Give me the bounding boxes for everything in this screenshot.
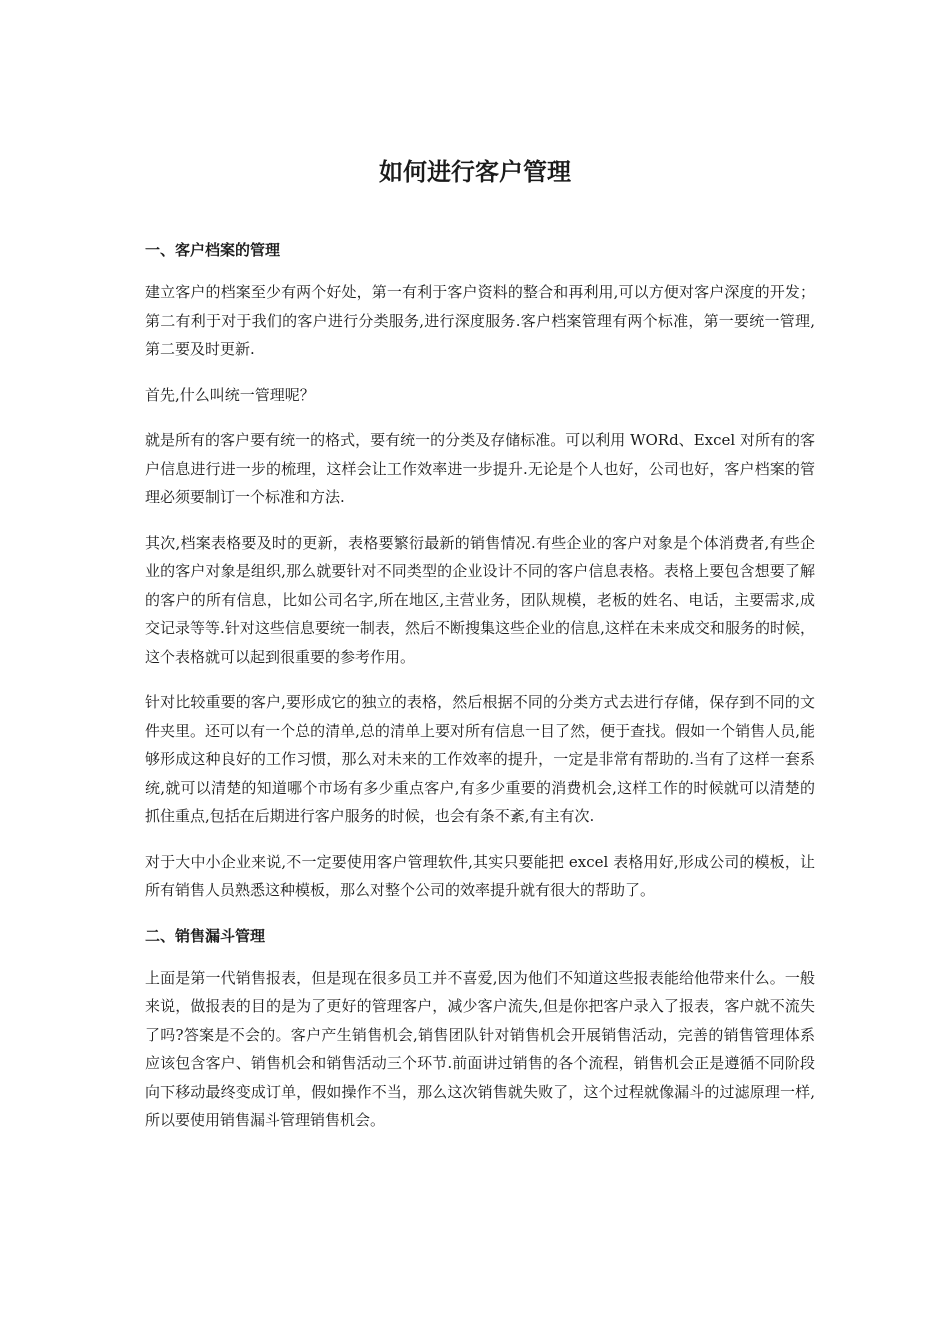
paragraph: 首先,什么叫统一管理呢？: [145, 385, 315, 404]
paragraph: 就是所有的客户要有统一的格式，要有统一的分类及存储标准。可以利用 WORd、Excel 对所有的客户信息进行进一步的梳理，这样会让工作效率进一步提升.无论是个人也好，公司也好，客户档案的管理必须要制订一个标准和方法.: [145, 431, 815, 506]
paragraph: 其次,档案表格要及时的更新，表格要繁衍最新的销售情况.有些企业的客户对象是个体消费者,有些企业的客户对象是组织,那么就要针对不同类型的企业设计不同的客户信息表格。表格上要包含想要了解的客户的所有信息，比如公司名字,所在地区,主营业务，团队规模，老板的姓名、电话，主要需求,成交记录等等.针对这些信息要统一制表，然后不断搜集这些企业的信息,这样在未来成交和服务的时候，这个表格就可以起到很重要的参考作用。: [145, 533, 815, 666]
paragraph: 上面是第一代销售报表，但是现在很多员工并不喜爱,因为他们不知道这些报表能给他带来什么。一般来说，做报表的目的是为了更好的管理客户，减少客户流失,但是你把客户录入了报表，客户就不流失了吗?答案是不会的。客户产生销售机会,销售团队针对销售机会开展销售活动，完善的销售管理体系应该包含客户、销售机会和销售活动三个环节.前面讲过销售的各个流程，销售机会正是遵循不同阶段向下移动最终变成订单，假如操作不当，那么这次销售就失败了，这个过程就像漏斗的过滤原理一样,所以要使用销售漏斗管理销售机会。: [145, 968, 815, 1129]
paragraph: 针对比较重要的客户,要形成它的独立的表格，然后根据不同的分类方式去进行存储，保存到不同的文件夹里。还可以有一个总的清单,总的清单上要对所有信息一目了然，便于查找。假如一个销售人员,能够形成这种良好的工作习惯，那么对未来的工作效率的提升，一定是非常有帮助的.当有了这样一套系统,就可以清楚的知道哪个市场有多少重点客户,有多少重要的消费机会,这样工作的时候就可以清楚的抓住重点,包括在后期进行客户服务的时候，也会有条不紊,有主有次.: [145, 693, 815, 825]
section-heading-sales-funnel: 二、销售漏斗管理: [145, 926, 266, 945]
paragraph: 对于大中小企业来说,不一定要使用客户管理软件,其实只要能把 excel 表格用好,形成公司的模板，让所有销售人员熟悉这种模板，那么对整个公司的效率提升就有很大的帮助了。: [145, 852, 815, 899]
paragraph: 建立客户的档案至少有两个好处，第一有利于客户资料的整合和再利用,可以方便对客户深度的开发；第二有利于对于我们的客户进行分类服务,进行深度服务.客户档案管理有两个标准，第一要统一管理,第二要及时更新.: [145, 283, 815, 358]
section-heading-customer-records: 一、客户档案的管理: [145, 241, 281, 259]
document-title: 如何进行客户管理: [379, 158, 571, 186]
document-body: [145, 236, 815, 1152]
